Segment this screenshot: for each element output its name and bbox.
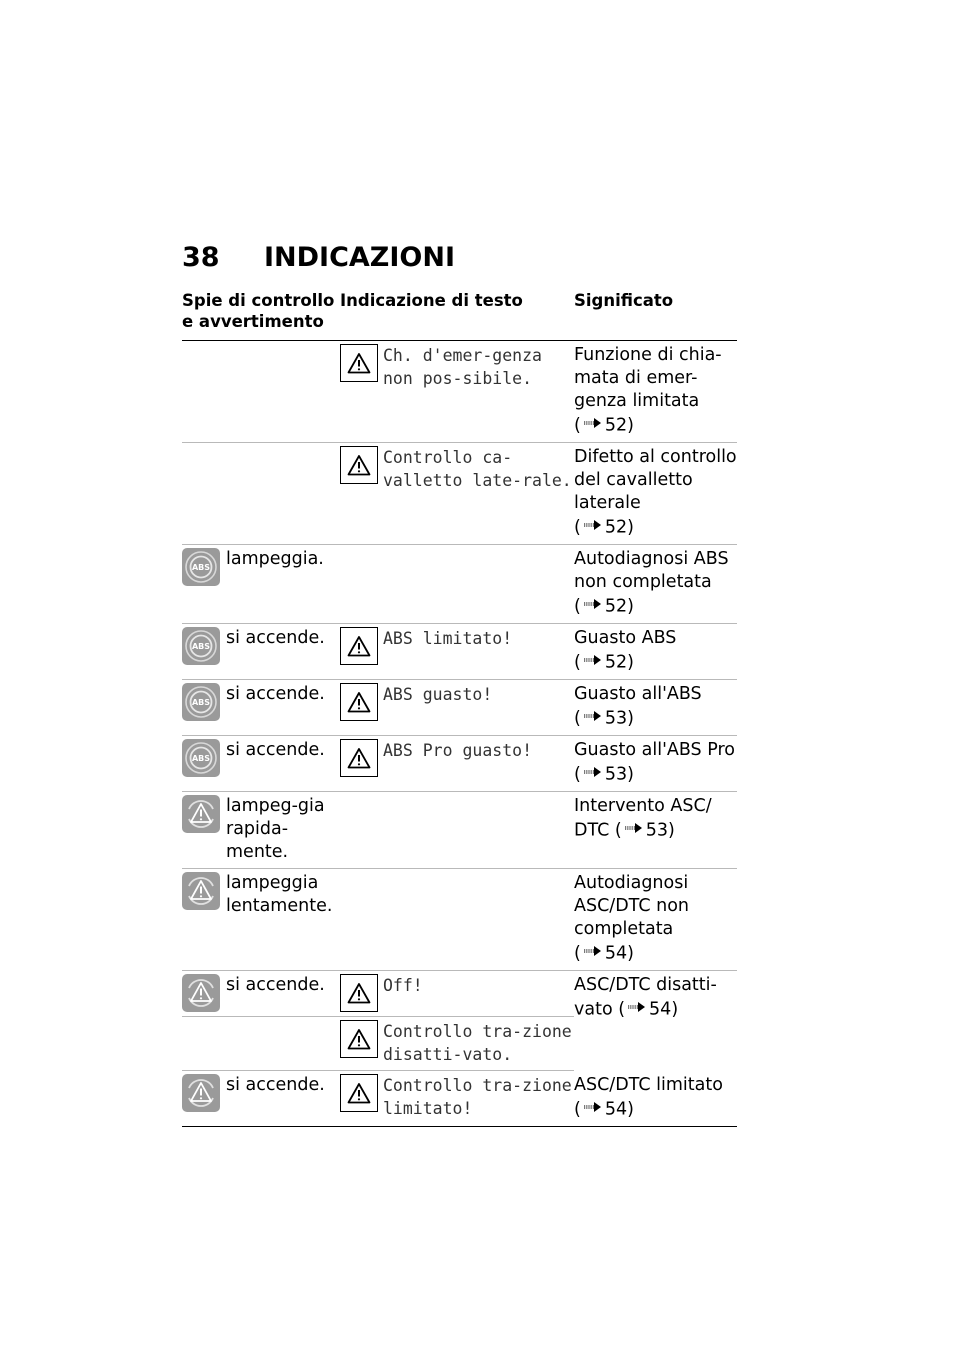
page-reference[interactable]: 52) — [604, 415, 634, 436]
page-reference-arrow-icon — [624, 818, 644, 841]
display-cell — [340, 624, 574, 680]
lamp-cell — [182, 545, 340, 624]
lamp-cell — [182, 443, 340, 545]
meaning-cell: Difetto al controllo del cavalletto laterale ( 52) — [574, 443, 737, 545]
display-cell — [340, 1017, 574, 1071]
page-reference[interactable]: 52) — [604, 652, 634, 673]
display-cell — [340, 443, 574, 545]
display-message: ABS limitato! — [383, 629, 513, 648]
warning-triangle-icon — [340, 344, 378, 382]
table-row — [182, 443, 737, 545]
display-cell — [340, 971, 574, 1017]
lamp-cell — [182, 624, 340, 680]
meaning-cell: ASC/DTC limitato ( 54) — [574, 1071, 737, 1127]
lamp-state: lampeggia lentamente. — [226, 873, 333, 916]
lamp-state: si accende. — [226, 740, 325, 760]
indicator-table — [182, 290, 737, 1127]
abs-warning-light-icon — [182, 548, 220, 586]
lamp-cell — [182, 341, 340, 443]
meaning-cell: Autodiagnosi ASC/DTC non completata ( 54) — [574, 869, 737, 971]
page-reference[interactable]: 52) — [604, 596, 634, 617]
page-reference-arrow-icon — [583, 413, 603, 436]
abs-warning-light-icon — [182, 627, 220, 665]
meaning-cell: Guasto ABS ( 52) — [574, 624, 737, 680]
lamp-cell — [182, 1017, 340, 1071]
lamp-cell — [182, 680, 340, 736]
display-message: Off! — [383, 976, 423, 995]
display-message: Controllo ca-valletto late-rale. — [383, 448, 572, 490]
warning-triangle-icon — [340, 1074, 378, 1112]
lamp-state: si accende. — [226, 628, 325, 648]
page-header — [182, 242, 455, 273]
header-lamps: Spie di controllo e avvertimento — [182, 290, 340, 341]
page-reference-arrow-icon — [583, 1097, 603, 1120]
abs-warning-light-icon — [182, 739, 220, 777]
table-row — [182, 792, 737, 869]
svg-text:ABS: ABS — [191, 642, 211, 651]
page-reference-arrow-icon — [583, 515, 603, 538]
svg-text:ABS: ABS — [191, 698, 211, 707]
table-row — [182, 736, 737, 792]
asc-dtc-warning-light-icon — [182, 974, 220, 1012]
display-cell — [340, 545, 574, 624]
page-number: 38 — [182, 242, 220, 273]
meaning-text: ASC/DTC limitato — [574, 1074, 723, 1095]
table-row — [182, 624, 737, 680]
lamp-state: si accende. — [226, 975, 325, 995]
table-row — [182, 869, 737, 971]
display-message: Ch. d'emer-genza non pos-sibile. — [383, 346, 542, 388]
asc-dtc-warning-light-icon — [182, 795, 220, 833]
meaning-cell: Intervento ASC/ DTC ( 53) — [574, 792, 737, 869]
page-reference-arrow-icon — [583, 650, 603, 673]
lamp-state: lampeggia. — [226, 549, 324, 569]
meaning-cell: ASC/DTC disatti-vato ( 54) — [574, 975, 717, 1020]
display-message: Controllo tra-zione limitato! — [383, 1076, 572, 1118]
page-reference[interactable]: 53) — [604, 764, 634, 785]
svg-text:ABS: ABS — [191, 563, 211, 572]
meaning-text: ASC/DTC disatti-vato — [574, 975, 717, 1020]
table-row — [182, 341, 737, 443]
header-display-text: Indicazione di testo — [340, 290, 574, 341]
page-reference-arrow-icon — [627, 997, 647, 1020]
table-row — [182, 1071, 737, 1127]
asc-dtc-warning-light-icon — [182, 872, 220, 910]
display-message: ABS Pro guasto! — [383, 741, 533, 760]
abs-warning-light-icon — [182, 683, 220, 721]
lamp-cell — [182, 1071, 340, 1127]
lamp-cell — [182, 736, 340, 792]
display-cell — [340, 869, 574, 971]
warning-triangle-icon — [340, 1020, 378, 1058]
meaning-cell: Guasto all'ABS ( 53) — [574, 680, 737, 736]
page-reference[interactable]: 52) — [604, 517, 634, 538]
meaning-text: Difetto al controllo del cavalletto laterale — [574, 447, 737, 513]
table-row — [182, 971, 737, 1017]
warning-triangle-icon — [340, 683, 378, 721]
meaning-cell: Autodiagnosi ABS non completata ( 52) — [574, 545, 737, 624]
meaning-text: Intervento ASC/ DTC — [574, 796, 712, 841]
meaning-text: Autodiagnosi ABS non completata — [574, 549, 729, 592]
page-reference[interactable]: 54) — [604, 943, 634, 964]
warning-triangle-icon — [340, 627, 378, 665]
lamp-state: lampeg-gia rapida-mente. — [226, 796, 325, 862]
warning-triangle-icon — [340, 739, 378, 777]
meaning-text: Guasto ABS — [574, 628, 677, 648]
lamp-cell — [182, 869, 340, 971]
display-cell — [340, 792, 574, 869]
page-reference-arrow-icon — [583, 706, 603, 729]
page-reference[interactable]: 53) — [645, 820, 675, 841]
lamp-state: si accende. — [226, 684, 325, 704]
display-cell — [340, 1071, 574, 1127]
meaning-cell: Funzione di chia-mata di emer-genza limitata ( 52) — [574, 341, 737, 443]
display-cell — [340, 680, 574, 736]
meaning-text: Funzione di chia-mata di emer-genza limitata — [574, 345, 722, 411]
display-cell — [340, 341, 574, 443]
page-reference[interactable]: 54) — [649, 999, 679, 1020]
table-row — [182, 680, 737, 736]
asc-dtc-warning-light-icon — [182, 1074, 220, 1112]
page-reference-arrow-icon — [583, 941, 603, 964]
page-reference[interactable]: 54) — [604, 1099, 634, 1119]
page-reference-arrow-icon — [583, 762, 603, 785]
meaning-text: Guasto all'ABS — [574, 684, 702, 704]
chapter-title: INDICAZIONI — [264, 242, 456, 273]
svg-text:ABS: ABS — [191, 754, 211, 763]
meaning-text: Guasto all'ABS Pro — [574, 740, 735, 760]
meaning-text: Autodiagnosi ASC/DTC non completata — [574, 873, 690, 939]
warning-triangle-icon — [340, 974, 378, 1012]
display-cell — [340, 736, 574, 792]
lamp-state: si accende. — [226, 1075, 325, 1095]
display-message: ABS guasto! — [383, 685, 493, 704]
table-row — [182, 545, 737, 624]
meaning-cell: Guasto all'ABS Pro ( 53) — [574, 736, 737, 792]
lamp-cell — [182, 792, 340, 869]
page-reference-arrow-icon — [583, 594, 603, 617]
warning-triangle-icon — [340, 446, 378, 484]
table-header-row — [182, 290, 737, 341]
display-message: Controllo tra-zione disatti-vato. — [383, 1022, 572, 1064]
lamp-cell — [182, 971, 340, 1017]
page-reference[interactable]: 53) — [604, 708, 634, 729]
header-meaning: Significato — [574, 290, 737, 341]
